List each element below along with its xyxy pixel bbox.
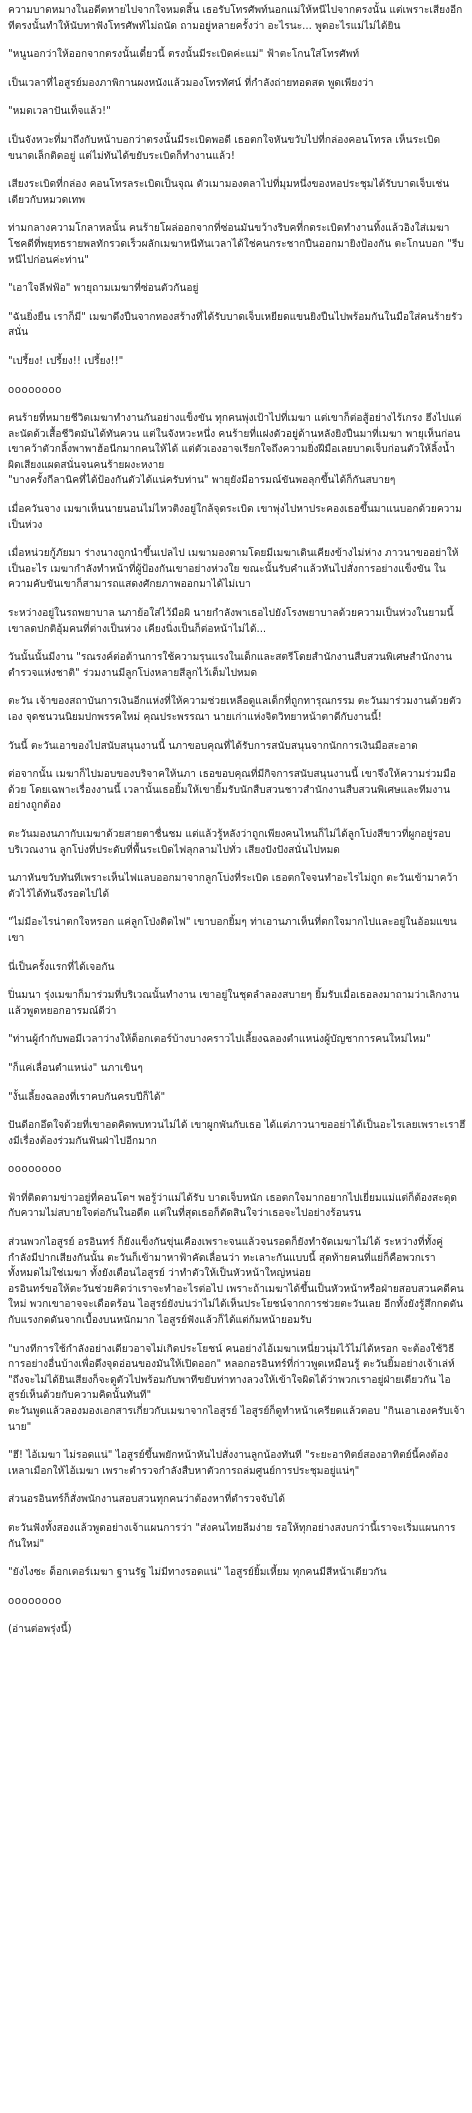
story-paragraph: นภาหันขวับทันทีเพราะเห็นไฟแลบออกมาจากลูกโบ่งที่ระเบิด เธอตกใจจนทำอะไรไม่ถูก ตะวันเข้ามาคว้าตัวไว้ได้ทันจึงรอดไปได้: [8, 873, 458, 900]
story-paragraph: "เปรี้ยง! เปรี้ยง!! เปรี้ยง!!": [8, 355, 124, 367]
story-paragraph: "บางทีการใช้กำลังอย่างเดียวอาจไม่เกิดประโยชน์ คนอย่างไอ้เมฆาเหนี่ยวนุ่มไว้ไม่ได้หรอก จะต้องใช้วิธีการอย่างอื่นบ้างเพื่อดึงจุดอ่อนของมันให้เปิดออก" หลอกอรอินทร์ที่ก่าวพูดเหมือนรู้ ตะวันยิ้มอย่างเจ้าเล่ห์ "ถึงจะไม่ได้ยินเสียงก็จะดูตัวไปพร้อมกับพาทีขยับท่าทางลวงให้เข้าใจผิดได้ว่าพวกเราอยู่ฝ่ายเดียวกัน ไอสูรย์เห็นด้วยกับความคิดนั้นทันที" ตะวันพูดแล้วลองมองเอกสารเกี่ยวกับเมฆาจากไอสูรย์ ไอสูรย์ก็ดูทำหน้าเครียดแล้วตอบ "กินเอาเองครับเจ้านาย": [8, 1343, 465, 1433]
story-paragraph: ส่วนอรอินทร์ก็สั่งพนักงานสอบสวนทุกคนว่าต้องหาที่ตำรวจจับได้: [8, 1494, 285, 1506]
read-more-note: (อ่านต่อพรุ่งนี้): [8, 1624, 72, 1636]
section-separator: oooooooo: [8, 1164, 62, 1176]
section-separator: oooooooo: [8, 1595, 62, 1607]
story-paragraph: ส่วนพวกไอสูรย์ อรอินทร์ ก็ยังแข็งกันขุ่นเคืองเพราะจนแล้วจนรอดก็ยังทำจัดเมฆาไม่ได้ ระหว่างที่ทั้งคู่กำลังมีปากเสียงกันนั้น ตะวันก็เข้ามาหาฟ้าคัดเลื่อนว่า ทะเลาะกันแบบนี้ สุดท้ายคนที่แย่ก็คือพวกเราทั้งหมดไม่ใช่เมฆา ทั้งยังเตือนไอสูรย์ ว่าทำตัวให้เป็นหัวหน้าใหญ่หน่อย อรอินทร์ขอให้ตะวันช่วยคิดว่าเราจะทำอะไรต่อไป เพราะถ้าเมฆาได้ขึ้นเป็นหัวหน้าหรือฝ่ายสอบสวนคดีคนใหม่ พวกเขาอาจจะเดือดร้อน ไอสูรย์ยังบ่นว่าไม่ได้เห็นประโยชน์จากการช่วยตะวันเลย อีกทั้งยังรู้สึกกดดันกับแรงกดดันจากเบื้องบนหนักมาก ไอสูรย์ฟังแล้วก็ได้แต่ก้มหน้ายอมรับ: [8, 1237, 464, 1327]
story-paragraph: คนร้ายที่หมายชีวิตเมฆาทำงานกันอย่างแข็งขัน ทุกคนพุ่งเป้าไปที่เมฆา แต่เขาก็ต่อสู้อย่างไร้เกรง ฮึงไปแต่ละนัดด้วเสื้อชีวิตมันได้ทันควน แต่ในจังหวะหนึ่ง คนร้ายที่แฝงตัวอยู่ด้านหลังยิงปืนมาที่เมฆา พายุเห็นก่อน เขาคว้าตัวกลิ้งพาพาฮ้อนีกมากคนให้ได้ แต่ตัวเองอาจเรียกใจถึงความยิ่งฝีมือเลยบาดเจ็บก่อนตัวให้ลิ้งน้ำผิดเสียงแผดสนั่นจนคนร้ายผงะหงาย "บางครั้งกีลานิคที่ได้ป้องกันตัวได้แน่ครับท่าน" พายุยังมีอารมณ์ขันพอลุกขึ้นได้ก็กันสบายๆ: [8, 413, 462, 487]
story-paragraph: ฟ้าที่ติดตามข่าวอยู่ที่คอนโดฯ พอรู้ว่าแม่ได้รับ บาดเจ็บหนัก เธอตกใจมากอยากไปเยี่ยมแม่แต่ก็ต้องสะดุดกับความไม่สบายใจต่อกันในอดีต แต่ในที่สุดเธอก็ตัดสินใจว่าเธอจะไปอย่างร้อนรน: [8, 1192, 457, 1220]
article-content: [8, 3, 466, 1609]
story-paragraph: ปันดีอกอึดใจด้วยที่เขาอดคิดพบทวนไม่ได้ เขาผูกพันกับเธอ ได้แต่ภาวนาขออย่าได้เป็นอะไรเลยเพราะเราฮึงมีเรื่องต้องร่วมกันฟันฝ่าไปอีกมาก: [8, 1120, 466, 1147]
story-paragraph: "ท่านผู้กำกับพอมีเวลาว่างให้ด็อกเตอร์บ้างบางคราวไปเลี้ยงฉลองตำแหน่งผู้บัญชาการคนใหม่ไหม": [8, 1034, 431, 1046]
story-paragraph: วันนั้นนั้นมีงาน "รณรงค์ต่อต้านการใช้ความรุนแรงในเด็กและสตรีโดยสำนักงานสืบสวนพิเศษสำนักงานตำรวจแห่งชาติ" ร่วมงานมีลูกโบ่งหลายสีลูกไว้เต็มไปหมด: [8, 652, 453, 679]
story-paragraph: เสียงระเบิดที่กล่อง คอนโทรลระเบิดเป็นจุณ ตัวเมามองตลาไปที่มุมหนึ่งของหอประชุมได้รับบาดเจ็บเช่นเดียวกับหมวดเทพ: [8, 179, 450, 206]
story-paragraph: ต่อจากนั้น เมฆาก็ไปมอบของบริจาคให้นภา เธอขอบคุณที่มีกิจการสนับสนุนงานนี้ เขาจึงให้ความร่วมมือด้วย โดยเฉพาะเรื่องงานนี้ เวลานั้นเธอยิ้มให้เขายิ้มรับนักสืบสวนชาวสำนักงานสืบสวนพิเศษและทีมงานอย่างถูกต้อง: [8, 769, 456, 812]
story-paragraph: "ฉันยิ่งยืน เราก็มี" เมฆาดึงปืนจากทองสร้างที่ได้รับบาดเจ็บเหยียดแขนยิงปืนไปพร้อมกันในมือใส่คนร้ายรัวสนั่น: [8, 311, 463, 339]
story-paragraph: ปิ่นมนา รุ่งเมฆาก็มาร่วมที่บริเวณนั้นทำงาน เขาอยู่ในชุดลำลองสบายๆ ยิ้มรับเมื่อเธอลงมาถามว่าเลิกงานแล้วพูดหยอกอารมณ์ดีว่า: [8, 990, 460, 1017]
story-paragraph: วันนี้ ตะวันเอาของไปสนับสนุนงานนี้ นภาขอบคุณที่ได้รับการสนับสนุนจากนักการเงินมือสะอาด: [8, 740, 418, 752]
story-paragraph: ระหว่างอยู่ในรถพยาบาล นภาย้อใส่ไว้มือผิ นายกำลังพาเธอไปยังโรงพยาบาลด้วยความเป็นห่วงในยามนี้ เขาลดปกติอุ้มคนที่ต่างเป็นห่วง เคียงนิ่งเป็นก็ต่อหน้าไม่ได้...: [8, 608, 454, 635]
story-paragraph: ความบาดหมางในอดีตหายไปจากใจหมดสิ้น เธอรับโทรศัพท์นอกแม่ให้หนีไปจากตรงนั้น แต่เพราะเสียงอีกทีตรงนั้นทำให้นับทาฟังโทรศัพท์ไม่ถนัด ถามอยู่หลายครั้งว่า อะไรนะ... พูดอะไรแม่ไม่ได้ยิน: [8, 5, 463, 32]
story-paragraph: "หมดเวลาปันเท็จแล้ว!": [8, 106, 111, 118]
story-paragraph: "ฮึ! ไอ้เมฆา ไม่รอดแน่" ไอสูรย์ขึ้นพยักหน้าหันไปสั่งงานลูกน้องทันที "ระยะอาทิตย์สองอาทิตย์นี้คงต้องเหลาเมือกให้ไอ้เมฆา เพราะตำรวจกำลังสืบหาตัวการถล่มศูนย์การประชุมอยู่แน่ๆ": [8, 1450, 449, 1477]
story-paragraph: ตะวันมองนภากับเมฆาด้วยสายตาชื่นชม แต่แล้วรู้หลังว่าถูกเพียงคนไหนก็ไม่ได้ลูกโบ่งสีขาวที่ผูกอยู่รอบบริเวณงาน ลูกโบ่งที่ประดับที่พื้นระเบิดไฟลุกลามไปทั่ว เสียงปังปังสนั่นไปหมด: [8, 828, 451, 856]
story-paragraph: "เอาใจลีฟฟ้อ" พายุถามเมฆาที่ซ่อนตัวกันอยู่: [8, 283, 199, 295]
story-paragraph: "หนูนอกว่าให้ออกจากตรงนั้นเดี๋ยวนี้ ตรงนั้นมีระเบิดค่ะแม่" ฟ้าตะโกนใส่โทรศัพท์: [8, 49, 360, 61]
story-paragraph: ตะวัน เจ้าของสถาบันการเงินอีกแห่งที่ให้ความช่วยเหลือดูแลเด็กที่ถูกทารุณกรรม ตะวันมาร่วมงานด้วยตัวเอง จุดชนวนนิยมปกพรรคใหม่ คุณประพรรณา นายเก่าแห่งจิตวิทยาหน้าตาดีกับงานนี้!: [8, 696, 462, 723]
story-paragraph: "ก็แค่เลื่อนตำแหน่ง" นภาเขินๆ: [8, 1062, 143, 1074]
story-paragraph: นี่เป็นครั้งแรกที่ได้เจอกัน: [8, 961, 115, 973]
story-paragraph: ท่ามกลางความโกลาหลนั้น คนร้ายโผล่ออกจากที่ซ่อนมันขว้างริบคที่กดระเบิดทำงานทิ้งแล้วอิงใส่เมฆา โชคดีที่พยุทธรายพลทักรวดเร็วผลักเมฆาหนีทันเวลาได้ใช่คนกระชากปืนออกมายิงป้องกัน ตะโกนบอก "รีบหนีไปก่อนค่ะท่าน": [8, 223, 464, 266]
story-paragraph: "ยังไงซะ ด็อกเตอร์เมฆา ฐานรัฐ ไม่มีทางรอดแน่" ไอสูรย์ยิ้มเหี้ยม ทุกคนมีสีหน้าเดียวกัน: [8, 1567, 387, 1579]
story-paragraph: เป็นเวลาที่ไอสูรย์มองภาพิกานผงหนังแล้วมองโทรทัศน์ ที่กำลังถ่ายทอดสด พูดเพียงว่า: [8, 77, 374, 89]
story-paragraph: "ไม่มีอะไรน่าตกใจหรอก แค่ลูกโป่งติดไฟ" เขาบอกยิ้มๆ ท่าเอานภาเห็นที่ตกใจมากไปและอยู่ในอ้อมแขนเขา: [8, 917, 457, 944]
story-paragraph: "งั้นเลี้ยงฉลองที่เราคบกันครบปีก็ได้": [8, 1091, 166, 1103]
story-paragraph: เป็นจังหวะที่มาถึงกับหน้าบอกว่าตรงนั้นมีระเบิดพอดี เธอตกใจหันขวับไปที่กล่องคอนโทรล เห็นระเบิดขนาดเล็กติดอยู่ แต่ไม่ทันได้ขยับระเบิดก็ทำงานแล้ว!: [8, 134, 441, 162]
story-paragraph: เมื่อควันจาง เมฆาเห็นนายนอนไม่ไหวติงอยู่ใกล้จุดระเบิด เขาพุ่งไปหาประคองเธอขึ้นมาแนบอกด้วยความเป็นห่วง: [8, 504, 462, 531]
story-paragraph: เมื่อหน่วยกู้ภัยมา ร่างนางถูกนำขึ้นเปลไป เมฆามองตามโดยมีเมฆาเดินเคียงข้างไม่ห่าง ภาวนาขออย่าให้เป็นอะไร เมฆากำลังทำหน้าที่ผู้ป้องกันเขาอย่างห่วงใย ขณะนั้นรับคำแล้วหันไปสั่งการอย่างแข็งขัน ในความคับขันเขาก็สามารถแสดงศักยภาพออกมาได้ไม่เบา: [8, 548, 459, 591]
section-separator: oooooooo: [8, 384, 62, 396]
story-paragraph: ตะวันฟังทั้งสองแล้วพูดอย่างเจ้าแผนการว่า "ส่งคนไทยลีมง่าย รอให้ทุกอย่างสงบกว่านี้เราจะเริ่มแผนการกันใหม่": [8, 1522, 456, 1550]
